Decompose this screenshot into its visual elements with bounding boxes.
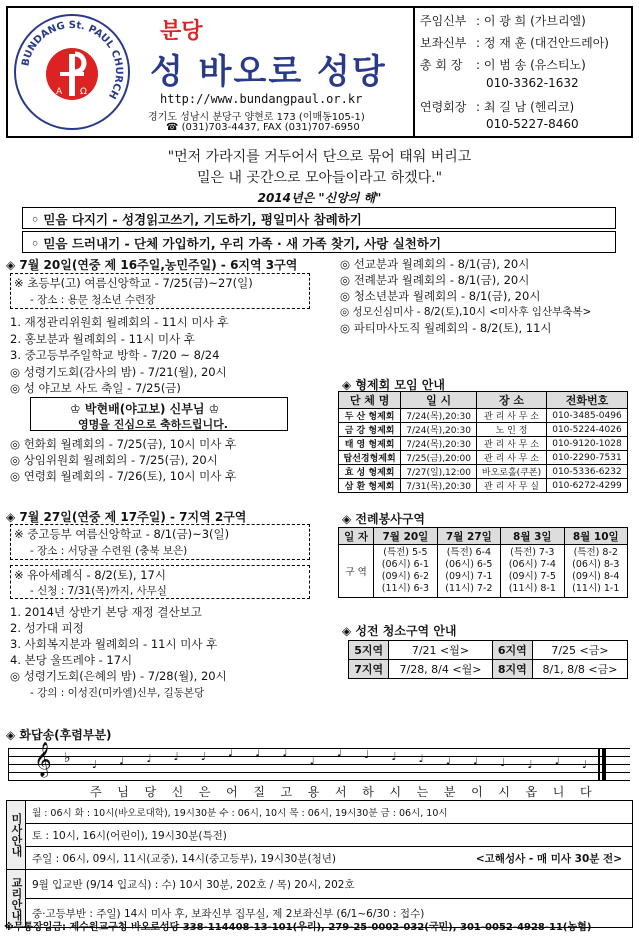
week1-item: 1. 재정관리위원회 월례회의 - 11시 미사 후	[10, 315, 229, 329]
week1-item: ◎ 연령회 월례회의 - 7/26(토), 10시 미사 후	[10, 469, 237, 483]
week2-notice2-line2: - 신청 : 7/31(목)까지, 사무실	[30, 585, 167, 597]
lyric-syllable: 신	[171, 785, 184, 799]
table-row: 탑선경형제회 7/25(금),20:00 관 리 사 무 소 010-2290-7531	[339, 451, 628, 465]
week1-heading: ◈ 7월 20일(연중 제 16주일,농민주일) - 6지역 3구역	[6, 258, 298, 272]
lyric-syllable: 당	[144, 785, 157, 799]
lyric-syllable: 용	[307, 785, 320, 799]
hymn-heading: ◈ 화답송(후렴부분)	[6, 728, 112, 742]
table-row: 구 역 (특전) 5-5 (06시) 6-1 (09시) 6-2 (11시) 6-3 (특전) 6-4 (06시) 6-5 (09시) 7-1 (11시) 7-2 (특전) 7-3 (06시) 7-4 (09시) 7-5 (11시) 8-1 (특전) 8-2 (06시) 8-3 (09시) 8-4 (11시) 1-1	[339, 545, 628, 598]
lyric-syllable: 시	[389, 785, 402, 799]
week1-item: ◎ 헌화회 월례회의 - 7/25(금), 10시 미사 후	[10, 437, 237, 451]
clean-table	[348, 640, 628, 679]
lyric-syllable: 하	[362, 785, 374, 799]
meeting-heading: ◈ 형제회 모임 안내	[342, 378, 445, 392]
note-icon: ♩	[582, 758, 588, 771]
week2-notice2-line1: ※ 유아세례식 - 8/2(토), 17시	[14, 568, 166, 582]
church-logo	[14, 14, 130, 130]
note-icon: ♩	[391, 750, 397, 763]
staff-funeral-phone: 010-5227-8460	[486, 117, 579, 131]
catechism-label: 교리안내	[7, 870, 26, 928]
note-icon: ♩	[527, 758, 533, 771]
staff-president-phone: 010-3362-1632	[486, 76, 579, 90]
note-icon: ♩	[146, 752, 152, 765]
church-title-small: 분당	[160, 19, 203, 44]
mass-weekday-1: 월 : 06시 화 : 10시(바오로대학), 19시30분 수 : 06시, 10시 목 : 06시, 19시30분 금 : 06시, 10시	[26, 801, 633, 824]
flat-icon: ♭	[64, 750, 71, 766]
meeting-col-header: 장 소	[477, 392, 547, 409]
lyric-syllable: 어	[226, 785, 238, 799]
lyric-syllable: 니	[552, 785, 565, 799]
week2-item: 3. 사회복지분과 월례회의 - 11시 미사 후	[10, 637, 218, 651]
mass-label: 미사안내	[7, 801, 26, 870]
bank-footer: ※무통장입금: 제수원교구청 바오로성당 338-114408-13-101(우리), 279-25-0002-032(국민), 301-0052-4928-11(농협)	[4, 922, 592, 933]
lyric-syllable: 는	[416, 785, 429, 799]
week2-notice1-line2: - 장소 : 서당골 수련원 (충북 보은)	[30, 545, 188, 557]
lyric-syllable: 옵	[525, 785, 538, 799]
note-icon: ♩	[282, 746, 288, 759]
quote-line-2: 밀은 내 곳간으로 모아들이라고 하겠다."	[196, 170, 443, 186]
right-item: ◎ 청소년분과 월례회의 - 8/1(금), 20시	[340, 289, 541, 303]
week2-item: ◎ 성령기도회(은혜의 밤) - 7/28(월), 20시	[10, 669, 227, 683]
week2-item: 2. 성가대 피정	[10, 621, 84, 635]
note-icon: ♩	[228, 746, 234, 759]
table-row: 효 성 형제회 7/27(일),12:00 바오로홀(쿠폰) 010-5336-6232	[339, 465, 628, 479]
note-icon: ♩	[418, 752, 424, 765]
meeting-table	[338, 391, 628, 493]
church-phone-fax: ☎ (031)703-4437, FAX (031)707-6950	[166, 122, 360, 133]
serve-heading: ◈ 전례봉사구역	[342, 512, 425, 526]
lyric-syllable: 다	[580, 785, 592, 799]
note-icon: ♩	[554, 754, 560, 767]
year-motto: 2014년은 "신앙의 해"	[257, 191, 382, 205]
info-table	[6, 800, 633, 928]
table-row: 삼 환 형제회 7/31(목),20:30 관 리 사 무 실 010-6272-4299	[339, 479, 628, 493]
week1-item: 3. 중고등부주일학교 방학 - 7/20 ~ 8/24	[10, 348, 220, 362]
catechism-line-1: 9월 입교반 (9/14 입교식) : 수) 10시 30분, 202호 / 목) 20시, 202호	[26, 870, 633, 899]
week2-item: 4. 본당 울뜨레야 - 17시	[10, 653, 133, 667]
confession-note: <고해성사 - 매 미사 30분 전>	[475, 852, 622, 865]
note-icon: ♩	[364, 748, 370, 761]
week1-item: ◎ 상임위원회 월례회의 - 7/25(금), 20시	[10, 453, 218, 467]
table-row: 7지역 7/28, 8/4 <월> 8지역 8/1, 8/8 <금>	[349, 660, 628, 679]
quote-line-1: "먼저 가라지를 거두어서 단으로 묶어 태워 버리고	[167, 149, 472, 165]
staff-funeral-head: 연령회장 : 최 길 남 (헨리코)	[420, 100, 575, 114]
week1-item: ◎ 성령기도회(감사의 밤) - 7/21(월), 20시	[10, 365, 227, 379]
lyric-syllable: 질	[253, 785, 265, 799]
lyric-syllable: 분	[443, 785, 456, 799]
note-icon: ♩	[92, 758, 98, 771]
faith-bar-1: ◦ 믿음 다지기 - 성경읽고쓰기, 기도하기, 평일미사 참례하기	[22, 207, 616, 229]
header-divider	[413, 6, 415, 138]
lyric-syllable: 주	[90, 785, 102, 799]
lyric-syllable: 이	[471, 785, 483, 799]
mass-weekday-2: 토 : 10시, 16시(어린이), 19시30분(특전)	[26, 824, 633, 847]
faith-bar-2: ◦ 믿음 드러내기 - 단체 가입하기, 우리 가족 · 새 가족 찾기, 사랑 실천하기	[22, 231, 616, 253]
right-item: ◎ 선교분과 월례회의 - 8/1(금), 20시	[340, 257, 530, 271]
lyric-syllable: 님	[117, 785, 129, 799]
week1-notice-line2: - 장소 : 용문 청소년 수련장	[30, 294, 156, 306]
church-address: 경기도 성남시 분당구 양현로 173 (이매동105-1)	[148, 112, 365, 123]
right-item: ◎ 성모신심미사 - 8/2(토),10시 <미사후 임산부축복>	[340, 306, 592, 318]
table-row: 5지역 7/21 <월> 6지역 7/25 <금>	[349, 641, 628, 660]
table-row: 두 산 형제회 7/24(목),20:30 관 리 사 무 소 010-3485-0496	[339, 409, 628, 423]
note-icon: ♩	[173, 750, 179, 763]
lyric-syllable: 은	[198, 785, 211, 799]
serve-table: 일 자 7월 20일 7월 27일 8월 3일 8월 10일 구 역 (특전) 5-5 (06시) 6-1 (09시) 6-2 (11시) 6-3 (특전) 6-4 (06시) 6-5 (09시) 7-1 (11시) 7-2 (특전) 7-3 (06시) 7-4 (09시) 7-5 (11시) 8-1 (특전) 8-2 (06시) 8-3 (09시) 8-4 (11시) 1-1	[338, 527, 628, 598]
logo-ring-text: BUNDANG St. PAUL CHURCH	[20, 19, 125, 101]
note-icon: ♩	[119, 754, 125, 767]
church-title: 성 바오로 성당	[150, 52, 387, 92]
week1-item: ◎ 성 야고보 사도 축일 - 7/25(금)	[10, 381, 181, 395]
meeting-col-header: 일 시	[401, 392, 477, 409]
feast-name: ♔ 박현배(야고보) 신부님 ♔	[70, 402, 220, 416]
meeting-col-header: 단 체 명	[339, 392, 401, 409]
svg-text:A: A	[56, 87, 63, 97]
note-icon: ♩	[309, 754, 315, 767]
treble-clef-icon: 𝄞	[34, 742, 52, 777]
note-icon: ♩	[337, 746, 343, 759]
note-icon: ♩	[473, 754, 479, 767]
staff-president: 총 회 장 : 이 범 송 (유스티노)	[420, 58, 586, 72]
meeting-col-header: 전화번호	[546, 392, 627, 409]
right-item: ◎ 파티마사도직 월례회의 - 8/2(토), 11시	[340, 321, 552, 335]
clean-heading: ◈ 성전 청소구역 안내	[342, 624, 457, 638]
week2-heading: ◈ 7월 27일(연중 제 17주일) - 7지역 2구역	[6, 510, 247, 524]
lyric-syllable: 고	[280, 785, 293, 799]
table-row: 태 영 형제회 7/24(목),20:30 관 리 사 무 소 010-9120-1028	[339, 437, 628, 451]
staff-pastor: 주임신부 : 이 광 희 (가브리엘)	[420, 14, 586, 28]
right-item: ◎ 전례분과 월례회의 - 8/1(금), 20시	[340, 273, 530, 287]
table-row: 금 강 형제회 7/24(목),20:30 노 인 정 010-5224-4026	[339, 423, 628, 437]
feast-message: 영명을 진심으로 축하드립니다.	[78, 418, 228, 431]
lyric-syllable: 시	[498, 785, 510, 799]
lyric-syllable: 서	[335, 785, 347, 799]
staff-assistant: 보좌신부 : 정 재 훈 (대건안드레아)	[420, 36, 609, 50]
week2-notice1-line1: ※ 중고등부 여름신앙학교 - 8/1(금)~3(일)	[14, 527, 230, 541]
note-icon: ♩	[500, 756, 506, 769]
week2-item: 1. 2014년 상반기 본당 재정 결산보고	[10, 605, 202, 619]
church-url[interactable]: http://www.bundangpaul.or.kr	[160, 92, 363, 106]
note-icon: ♩	[445, 754, 452, 767]
music-staff	[8, 742, 630, 782]
catechism-line-2: 중·고등부반 : 주일) 14시 미사 후, 보좌신부 집무실, 제 2보좌신부 (6/1~6/30 : 접수)	[26, 899, 633, 928]
week1-item: 2. 홍보분과 월례회의 - 11시 미사 후	[10, 332, 195, 346]
week1-notice-line1: ※ 초등부(고) 여름신앙학교 - 7/25(금)~27(일)	[14, 276, 253, 290]
note-icon: ♩	[255, 746, 261, 759]
svg-text:Ω: Ω	[80, 87, 87, 97]
week2-lecture: - 강의 : 이성진(미카엘)신부, 길동본당	[30, 687, 205, 699]
mass-sunday: 주일 : 06시, 09시, 11시(교중), 14시(중고등부), 19시30분(청년) <고해성사 - 매 미사 30분 전>	[26, 847, 633, 870]
note-icon: ♩	[200, 750, 207, 763]
